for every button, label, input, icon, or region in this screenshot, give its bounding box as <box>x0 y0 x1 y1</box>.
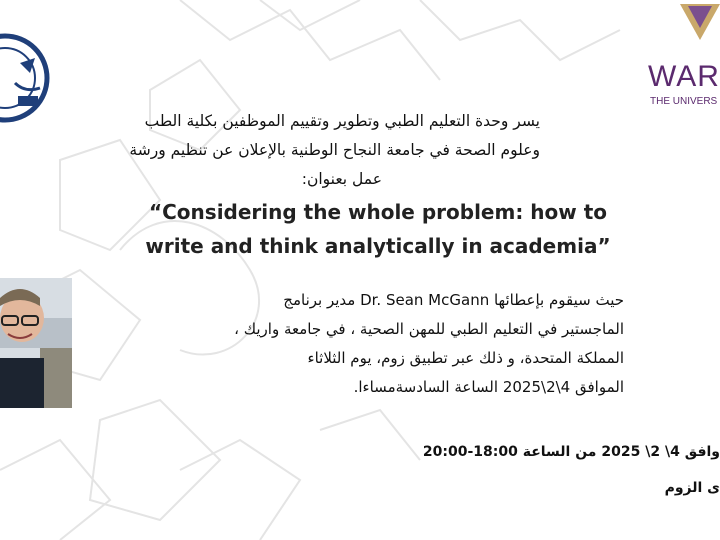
workshop-title-line-1: “Considering the whole problem: how to <box>148 200 608 224</box>
speaker-line-3: المملكة المتحدة، و ذلك عبر تطبيق زوم، يوم الثلاثاء <box>307 349 624 367</box>
warwick-subtitle: THE UNIVERS <box>650 96 718 107</box>
workshop-title-line-2: write and think analytically in academia” <box>145 234 611 258</box>
intro-line-3: عمل بعنوان: <box>301 170 382 188</box>
speaker-line-4: الموافق 4\2\2025 الساعة السادسةمساءا. <box>353 378 624 396</box>
warwick-wordmark: WAR <box>648 60 720 93</box>
speaker-photo <box>0 278 72 408</box>
university-seal-logo <box>0 18 50 138</box>
schedule-line-1: وافق 4\ 2\ 2025 من الساعة 18:00-20:00 <box>422 444 720 460</box>
speaker-line-1: حيث سيقوم بإعطائها Dr. Sean McGann مدير برنامج <box>283 291 624 309</box>
intro-line-2: وعلوم الصحة في جامعة النجاح الوطنية بالإعلان عن تنظيم ورشة <box>129 141 540 159</box>
intro-line-1: يسر وحدة التعليم الطبي وتطوير وتقييم الموظفين بكلية الطب <box>144 112 540 130</box>
schedule-line-2: ى الزوم <box>664 480 720 496</box>
speaker-line-2: الماجستير في التعليم الطبي للمهن الصحية ، في جامعة واريك ، <box>234 320 624 338</box>
